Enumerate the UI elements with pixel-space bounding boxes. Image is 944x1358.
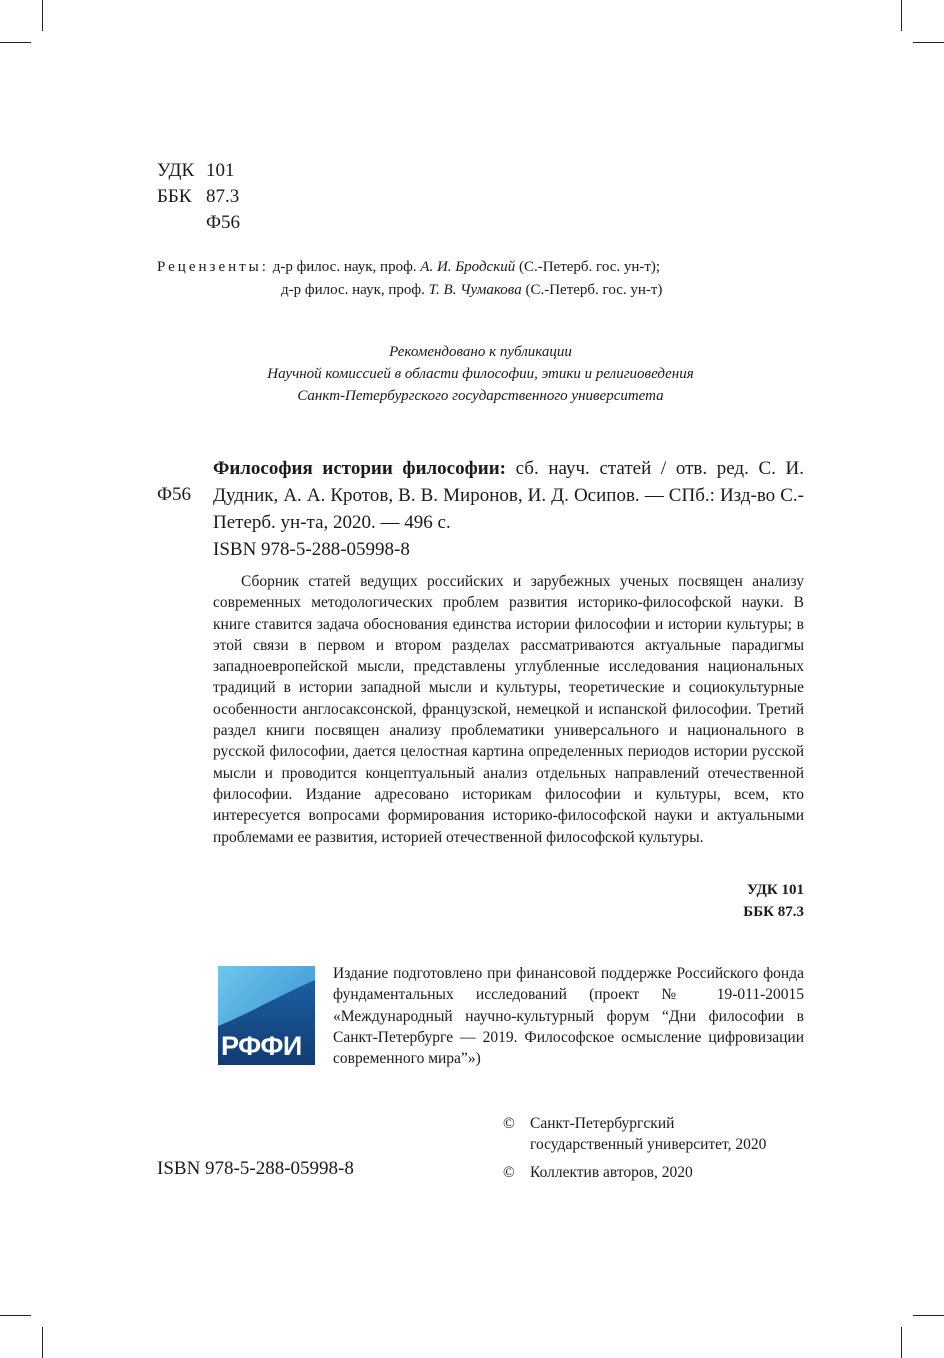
bibliographic-code: Ф56	[157, 484, 192, 505]
crop-mark-top-right-h	[913, 42, 944, 43]
isbn: ISBN 978-5-288-05998-8	[157, 1158, 354, 1179]
crop-mark-bottom-right-v	[901, 1327, 902, 1358]
bibliographic-isbn: ISBN 978-5-288-05998-8	[213, 539, 410, 560]
copyright-block: © Санкт-Петербургский государственный университет, 2020 © Коллектив авторов, 2020	[503, 1113, 766, 1183]
reviewer-name: А. И. Бродский	[420, 259, 516, 275]
crop-mark-top-left-v	[42, 0, 43, 31]
bbk-line: ББК 87.3	[157, 186, 240, 207]
book-description: сб. науч. статей / отв. ред. С. И. Дудник, А. А. Кротов, В. В. Миронов, И. Д. Осипов. — СПб.: Изд-во С.-Петерб. ун-та, 2020. — 496 с.	[213, 458, 804, 533]
bibliographic-record	[213, 455, 804, 563]
udk-line: УДК 101	[157, 160, 235, 181]
copyright-line-2: © Коллектив авторов, 2020	[503, 1162, 766, 1183]
publication-recommendation: Рекомендовано к публикации Научной комиссией в области философии, этики и религиоведения Санкт-Петербургского государственного университета	[267, 344, 694, 404]
crop-mark-top-left-h	[0, 42, 31, 43]
book-title: Философия истории философии:	[213, 458, 506, 479]
reviewers-label: Рецензенты:	[157, 259, 269, 275]
copyright-line-1: © Санкт-Петербургский	[503, 1113, 766, 1134]
rfbr-logo-text: РФФИ	[221, 1031, 302, 1061]
crop-mark-bottom-left-h	[0, 1315, 31, 1316]
crop-mark-top-right-v	[901, 0, 902, 31]
rfbr-logo	[218, 966, 315, 1065]
copyright-icon: ©	[503, 1115, 515, 1132]
crop-mark-bottom-right-h	[913, 1315, 944, 1316]
reviewer-line-1: Рецензенты: д-р филос. наук, проф. А. И. Бродский (С.-Петерб. гос. ун-т);	[157, 259, 661, 275]
author-mark: Ф56	[206, 212, 241, 233]
copyright-icon: ©	[503, 1163, 515, 1181]
crop-mark-bottom-left-v	[42, 1327, 43, 1358]
reviewers	[157, 256, 662, 302]
reviewer-line-2: д-р филос. наук, проф. Т. В. Чумакова (С.-Петерб. гос. ун-т)	[281, 282, 663, 298]
reviewer-name: Т. В. Чумакова	[428, 282, 522, 298]
classification-codes	[157, 158, 240, 236]
classification-codes-right: УДК 101 ББК 87.3	[743, 882, 804, 920]
abstract: Сборник статей ведущих российских и зарубежных ученых посвящен анализу современных методологических проблем развития историко-философской науки. В книге ставится задача обоснования единства истории философии и истории культуры; в этой связи в первом и втором разделах рассматриваются актуальные парадигмы западноевропейской мысли, представлены углубленные исследования национальных традиций в истории западной мысли и культуры, теоретические и социокультурные особенности англосаксонской, французской, немецкой и испанской философии. Третий раздел книги посвящен анализу проблематики универсального и национального в русской философии, дается целостная картина определенных периодов истории русской мысли и проводится концептуальный анализ отдельных направлений отечественной философии. Издание адресовано историкам философии и культуры, всем, кто интересуется вопросами формирования историко-философской науки и актуальными проблемами ее развития, историей отечественной философской культуры.	[213, 573, 804, 846]
funding-note: Издание подготовлено при финансовой поддержке Российского фонда фундаментальных исследований (проект № 19-011-20015 «Международный научно-культурный форум “Дни философии в Санкт-Петербурге — 2019. Философское осмысление цифровизации современного мира”»)	[333, 965, 804, 1068]
